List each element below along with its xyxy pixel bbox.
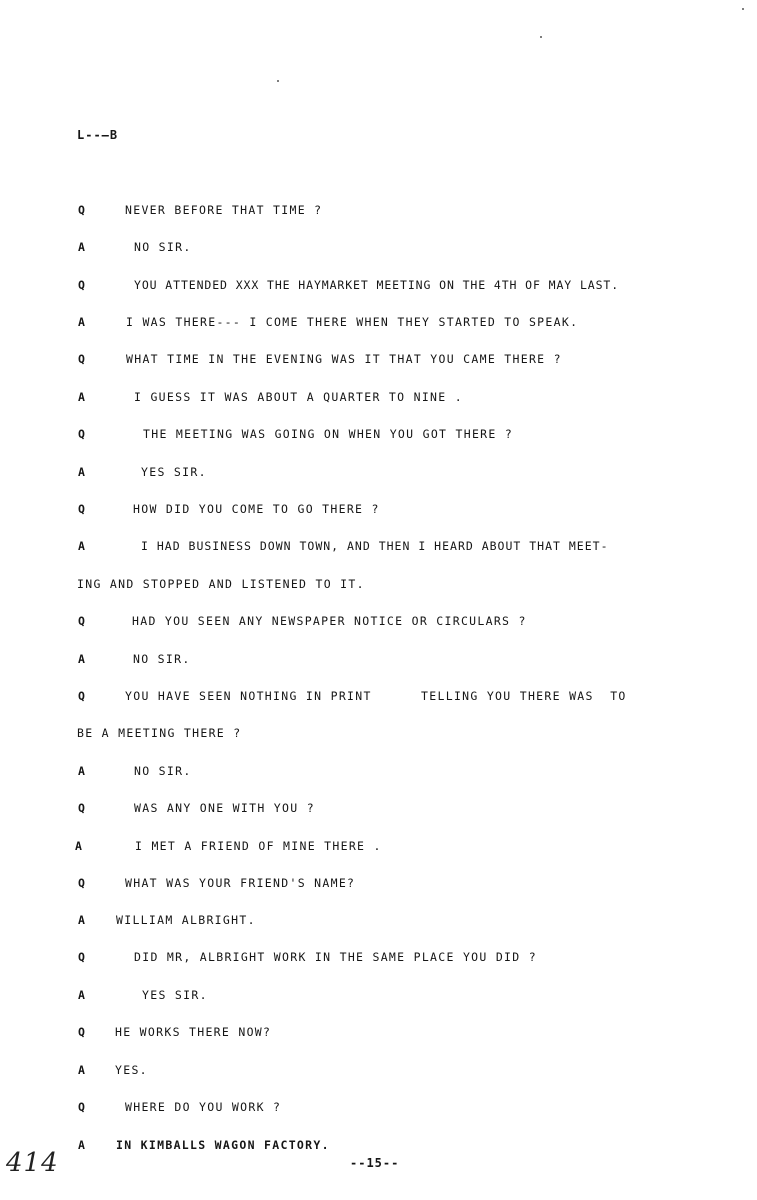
speaker-mark: Q — [78, 614, 87, 628]
speaker-mark: A — [78, 1063, 87, 1077]
line-text: YES SIR. — [141, 465, 207, 479]
line-text: HE WORKS THERE NOW? — [115, 1025, 272, 1039]
document-header: L--–B — [77, 128, 119, 142]
speaker-mark: A — [78, 465, 87, 479]
speaker-mark: Q — [78, 203, 87, 217]
speaker-mark: Q — [78, 502, 87, 516]
speaker-mark: A — [78, 240, 87, 254]
handwritten-note: 414 — [6, 1148, 59, 1178]
line-text: HAD YOU SEEN ANY NEWSPAPER NOTICE OR CIRCULARS ? — [132, 614, 527, 628]
speaker-mark: A — [78, 539, 87, 553]
line-text: YOU HAVE SEEN NOTHING IN PRINT TELLING YOU THERE WAS TO — [125, 689, 627, 703]
line-text: BE A MEETING THERE ? — [77, 726, 242, 740]
line-text: WHAT TIME IN THE EVENING WAS IT THAT YOU CAME THERE ? — [126, 352, 562, 366]
line-text: YES. — [115, 1063, 148, 1077]
line-text: YOU ATTENDED XXX THE HAYMARKET MEETING ON THE 4TH OF MAY LAST. — [134, 278, 620, 292]
speaker-mark: Q — [78, 1025, 87, 1039]
speaker-mark: A — [78, 988, 87, 1002]
line-text: WHERE DO YOU WORK ? — [125, 1100, 282, 1114]
line-text: WAS ANY ONE WITH YOU ? — [134, 801, 315, 815]
speaker-mark: A — [78, 1138, 87, 1152]
line-text: NEVER BEFORE THAT TIME ? — [125, 203, 323, 217]
speaker-mark: A — [78, 315, 87, 329]
line-text: THE MEETING WAS GOING ON WHEN YOU GOT THERE ? — [143, 427, 514, 441]
line-text: YES SIR. — [142, 988, 208, 1002]
line-text: IN KIMBALLS WAGON FACTORY. — [116, 1138, 330, 1152]
speaker-mark: Q — [78, 801, 87, 815]
page-number: --15-- — [350, 1156, 400, 1170]
speaker-mark: A — [78, 652, 87, 666]
line-text: HOW DID YOU COME TO GO THERE ? — [133, 502, 380, 516]
line-text: ING AND STOPPED AND LISTENED TO IT. — [77, 577, 365, 591]
speaker-mark: Q — [78, 278, 87, 292]
line-text: NO SIR. — [133, 652, 191, 666]
paper-speck — [540, 36, 542, 38]
line-text: I MET A FRIEND OF MINE THERE . — [135, 839, 382, 853]
speaker-mark: Q — [78, 427, 87, 441]
transcript-line-continuation — [77, 726, 241, 740]
speaker-mark: Q — [78, 950, 87, 964]
line-text: WILLIAM ALBRIGHT. — [116, 913, 256, 927]
line-text: WHAT WAS YOUR FRIEND'S NAME? — [125, 876, 356, 890]
paper-speck — [742, 8, 744, 10]
transcript-line-continuation — [77, 577, 365, 591]
line-text: I HAD BUSINESS DOWN TOWN, AND THEN I HEARD ABOUT THAT MEET- — [141, 539, 609, 553]
speaker-mark: Q — [78, 352, 87, 366]
line-text: NO SIR. — [134, 764, 192, 778]
line-text: DID MR, ALBRIGHT WORK IN THE SAME PLACE YOU DID ? — [134, 950, 537, 964]
line-text: I GUESS IT WAS ABOUT A QUARTER TO NINE . — [134, 390, 463, 404]
speaker-mark: Q — [78, 876, 87, 890]
line-text: NO SIR. — [134, 240, 192, 254]
speaker-mark: A — [78, 764, 87, 778]
speaker-mark: Q — [78, 689, 87, 703]
speaker-mark: A — [78, 390, 87, 404]
paper-speck — [277, 80, 279, 82]
speaker-mark: A — [78, 913, 87, 927]
line-text: I WAS THERE--- I COME THERE WHEN THEY STARTED TO SPEAK. — [126, 315, 579, 329]
speaker-mark: A — [75, 839, 84, 853]
speaker-mark: Q — [78, 1100, 87, 1114]
